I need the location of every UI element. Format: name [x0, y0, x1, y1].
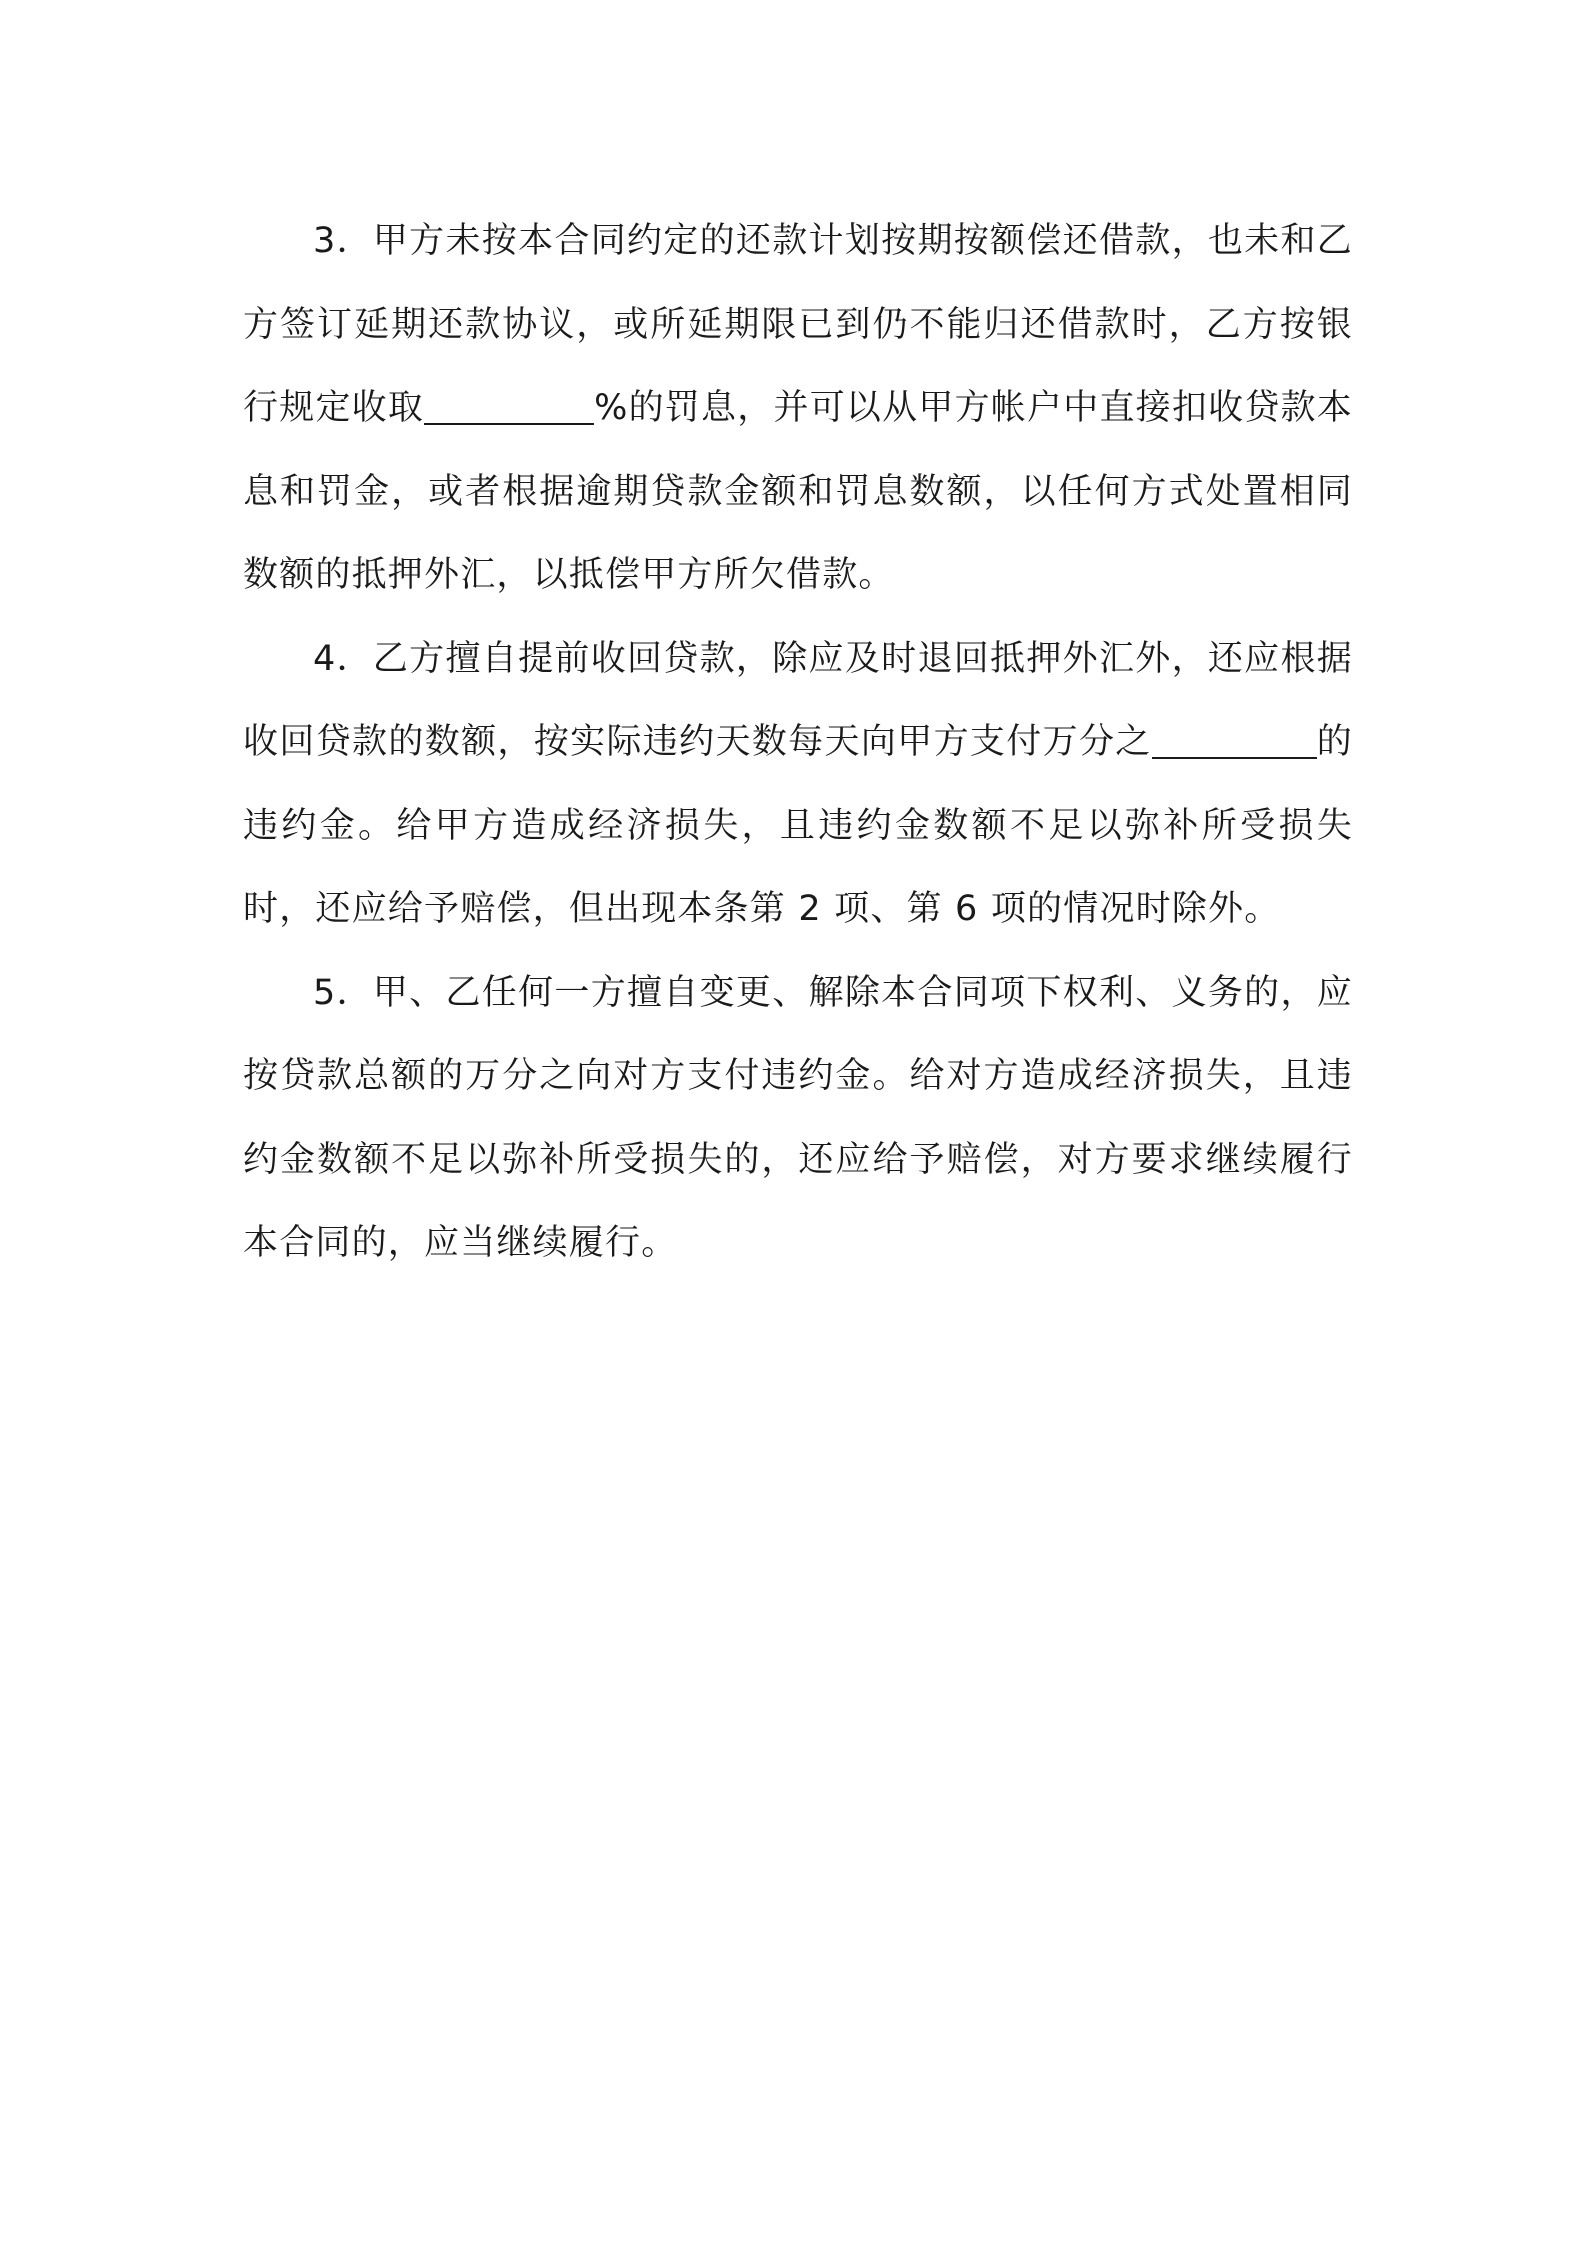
- clause-3: [243, 200, 1353, 618]
- clause-3-text-a: 3．甲方未按本合同约定的还款计划按期按额偿还借款，也未和乙方签订延期还款协议，或所延期限已到仍不能归还借款时，乙方按银行规定收取: [243, 221, 1353, 428]
- clause-4: [243, 618, 1353, 952]
- clause-4-text-a: 4．乙方擅自提前收回贷款，除应及时退回抵押外汇外，还应根据收回贷款的数额，按实际违约天数每天向甲方支付万分之: [243, 638, 1353, 762]
- daily-penalty-blank: [1152, 717, 1317, 759]
- clause-3-text-b: %的罚息，并可以从甲方帐户中直接扣收贷款本息和罚金，或者根据逾期贷款金额和罚息数额，以任何方式处置相同数额的抵押外汇，以抵偿甲方所欠借款。: [243, 388, 1353, 595]
- document-body: [243, 200, 1353, 1286]
- penalty-rate-blank: [424, 383, 594, 425]
- clause-4-text-b: 的违约金。给甲方造成经济损失，且违约金数额不足以弥补所受损失时，还应给予赔偿，但出现本条第 2 项、第 6 项的情况时除外。: [243, 722, 1353, 929]
- clause-5: 5．甲、乙任何一方擅自变更、解除本合同项下权利、义务的，应按贷款总额的万分之向对方支付违约金。给对方造成经济损失，且违约金数额不足以弥补所受损失的，还应给予赔偿，对方要求继续履行本合同的，应当继续履行。: [243, 972, 1353, 1263]
